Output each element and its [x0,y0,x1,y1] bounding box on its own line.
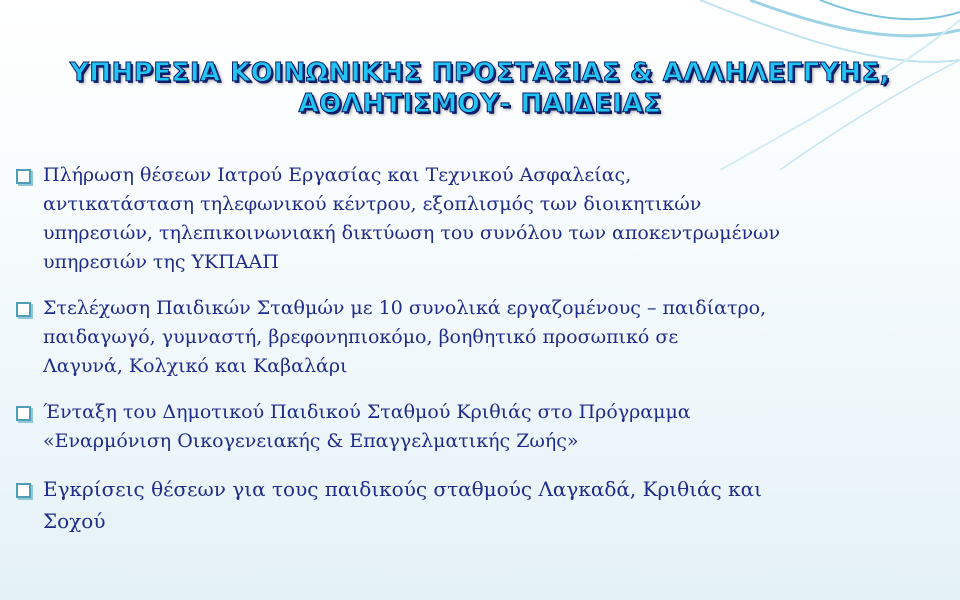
list-item-text: υπηρεσιών, τηλεπικοινωνιακή δικτύωση του συνόλου των αποκεντρωμένων [43,222,781,244]
list-item-text: Λαγυνά, Κολχικό και Καβαλάρι [43,355,348,377]
list-item [14,398,944,456]
square-checkbox-icon [16,483,31,498]
list-item-text: Πλήρωση θέσεων Ιατρού Εργασίας και Τεχνικού Ασφαλείας, [43,164,632,186]
list-item-text: αντικατάσταση τηλεφωνικού κέντρου, εξοπλισμός των διοικητικών [43,193,702,215]
title-line-2: ΑΘΛΗΤΙΣΜΟΥ- ΠΑΙΔΕΙΑΣ [298,89,662,119]
list-item-text: Σοχού [43,509,106,533]
bullet-list [14,161,944,554]
title-line-1: ΥΠΗΡΕΣΙΑ ΚΟΙΝΩΝΙΚΗΣ ΠΡΟΣΤΑΣΙΑΣ & ΑΛΛΗΛΕΓΓΥΗΣ, [69,58,891,88]
list-item-text: υπηρεσιών της ΥΚΠΑΑΠ [43,251,279,273]
square-checkbox-icon [16,406,31,421]
list-item-text: παιδαγωγό, γυμναστή, βρεφονηπιοκόμο, βοηθητικό προσωπικό σε [43,326,679,348]
square-checkbox-icon [16,302,31,317]
list-item-text: Εγκρίσεις θέσεων για τους παιδικούς σταθμούς Λαγκαδά, Κριθιάς και [43,477,762,501]
list-item-text: Ένταξη του Δημοτικού Παιδικού Σταθμού Κριθιάς στο Πρόγραμμα [43,401,691,423]
list-item [14,294,944,381]
list-item-text: Στελέχωση Παιδικών Σταθμών με 10 συνολικά εργαζομένους – παιδίατρο, [43,297,767,319]
list-item [14,161,944,277]
page-title [0,58,960,120]
list-item-text: «Εναρμόνιση Οικογενειακής & Επαγγελματικής Ζωής» [43,430,579,452]
square-checkbox-icon [16,169,31,184]
list-item [14,473,944,537]
